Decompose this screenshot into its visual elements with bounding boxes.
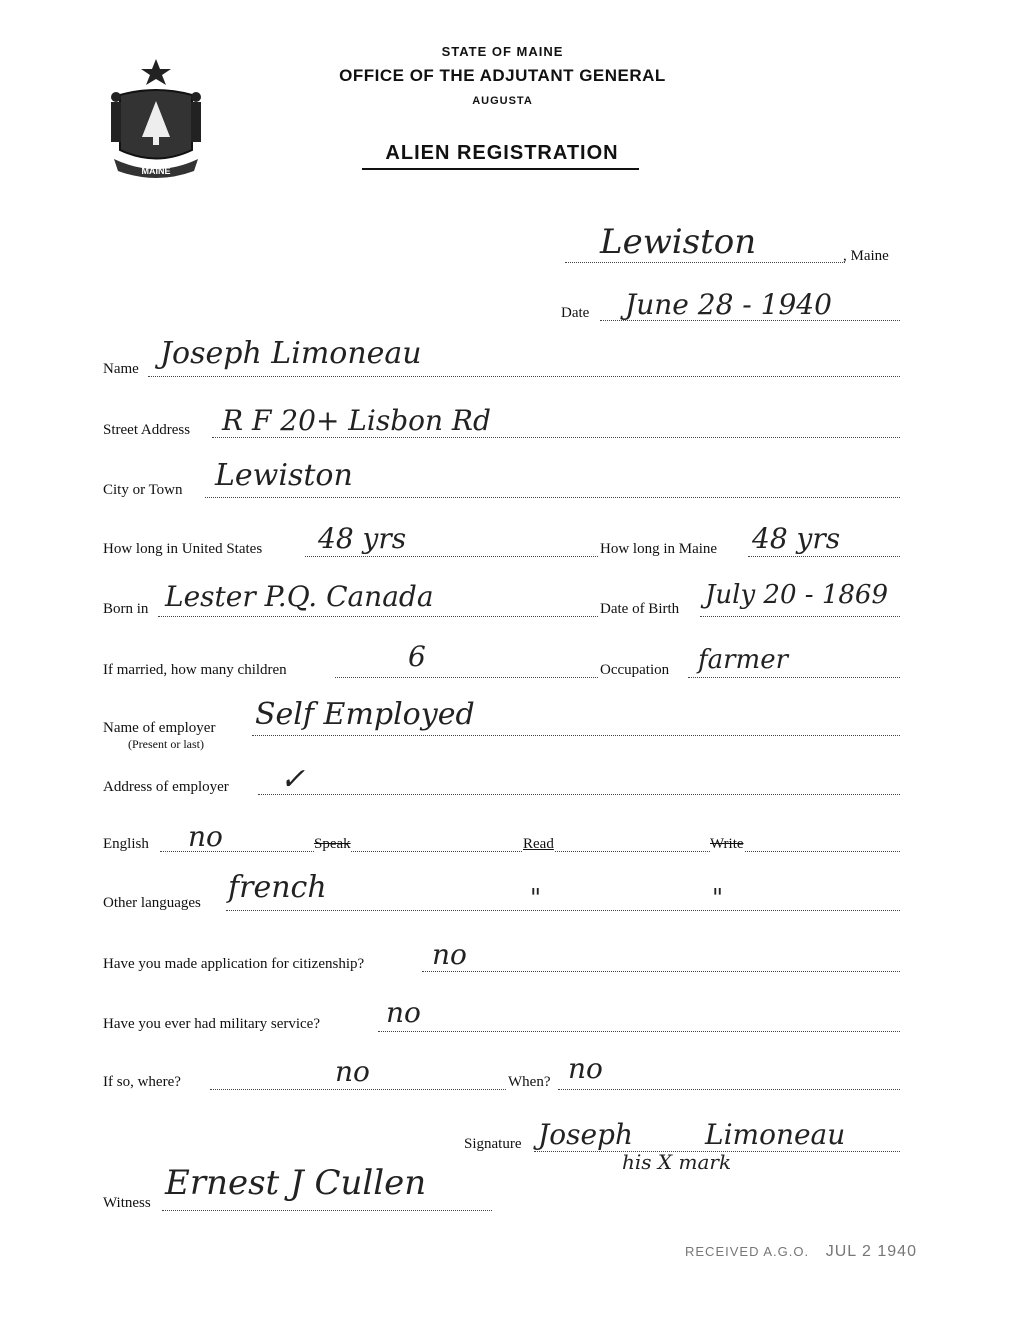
employer-address-value: ✓ [280, 762, 306, 797]
maine-duration-line [748, 556, 900, 557]
maine-state-seal-icon [100, 55, 212, 183]
other-languages-write-mark: " [712, 884, 724, 912]
occupation-label: Occupation [600, 662, 670, 678]
name-value: Joseph Limoneau [160, 336, 422, 371]
employer-address-label: Address of employer [103, 779, 229, 795]
where-line [210, 1089, 506, 1090]
witness-line [162, 1210, 492, 1211]
us-duration-line [305, 556, 598, 557]
when-value: no [568, 1052, 603, 1085]
stamp-date-text: JUL 2 1940 [825, 1243, 917, 1260]
citizenship-line [422, 971, 900, 972]
place-suffix: , Maine [843, 248, 889, 264]
military-label: Have you ever had military service? [103, 1016, 320, 1032]
occupation-line [688, 677, 900, 678]
english-read-label: Read [523, 836, 554, 852]
employer-sublabel: (Present or last) [128, 737, 204, 751]
witness-label: Witness [103, 1195, 151, 1211]
other-languages-read-mark: " [530, 884, 542, 912]
city-label: City or Town [103, 482, 183, 498]
city-value: Lewiston [215, 458, 353, 493]
maine-duration-value: 48 yrs [752, 522, 841, 555]
children-value: 6 [408, 640, 426, 673]
header-office: OFFICE OF THE ADJUTANT GENERAL [339, 66, 666, 85]
english-value: no [188, 820, 223, 853]
dob-value: July 20 - 1869 [705, 580, 889, 610]
us-duration-label: How long in United States [103, 541, 263, 557]
born-value: Lester P.Q. Canada [165, 580, 434, 613]
english-speak-label: Speak [314, 836, 351, 852]
title-underline [362, 168, 639, 170]
city-line [205, 497, 900, 498]
when-label: When? [508, 1074, 551, 1090]
name-line [148, 376, 900, 377]
us-duration-value: 48 yrs [318, 522, 407, 555]
military-value: no [386, 996, 421, 1029]
form-title: ALIEN REGISTRATION [385, 142, 619, 164]
born-label: Born in [103, 601, 149, 617]
seal-text: MAINE [141, 166, 171, 176]
dob-line [700, 616, 900, 617]
where-label: If so, where? [103, 1074, 181, 1090]
employer-line [252, 735, 900, 736]
signature-first: Joseph [538, 1118, 633, 1151]
occupation-value: farmer [698, 645, 789, 675]
name-label: Name [103, 361, 139, 377]
place-value: Lewiston [600, 222, 757, 262]
received-stamp [685, 1243, 917, 1261]
signature-label: Signature [464, 1136, 522, 1152]
header-city: AUGUSTA [472, 95, 533, 107]
maine-duration-label: How long in Maine [600, 541, 718, 557]
witness-value: Ernest J Cullen [165, 1163, 427, 1203]
children-line [335, 677, 598, 678]
street-label: Street Address [103, 422, 191, 438]
citizenship-value: no [432, 938, 467, 971]
dob-label: Date of Birth [600, 601, 680, 617]
other-languages-line [226, 910, 900, 911]
when-line [558, 1089, 900, 1090]
date-value: June 28 - 1940 [625, 288, 832, 321]
military-line [378, 1031, 900, 1032]
children-label: If married, how many children [103, 662, 287, 678]
english-label: English [103, 836, 149, 852]
street-value: R F 20+ Lisbon Rd [222, 404, 491, 437]
street-line [212, 437, 900, 438]
place-line [565, 262, 845, 263]
born-line [158, 616, 598, 617]
employer-value: Self Employed [255, 697, 475, 732]
where-value: no [335, 1055, 370, 1088]
header-state: STATE OF MAINE [441, 44, 564, 59]
signature-last: Limoneau [705, 1118, 846, 1151]
employer-label: Name of employer [103, 720, 216, 736]
other-languages-value: french [228, 870, 327, 905]
signature-mark: his X mark [622, 1150, 732, 1174]
date-label: Date [561, 305, 590, 321]
other-languages-label: Other languages [103, 895, 201, 911]
citizenship-label: Have you made application for citizenship? [103, 956, 365, 972]
english-write-label: Write [710, 836, 744, 852]
employer-address-line [258, 794, 900, 795]
stamp-received-text: RECEIVED A.G.O. [685, 1244, 810, 1259]
